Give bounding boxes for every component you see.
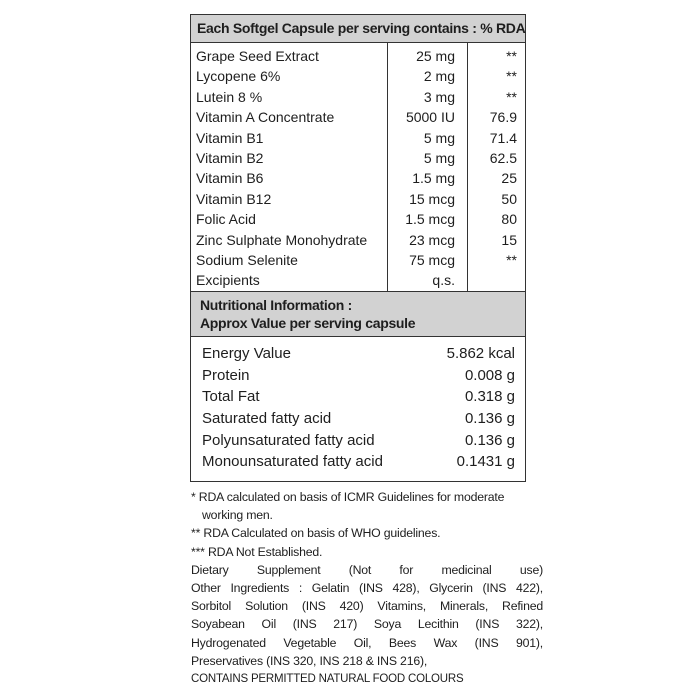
other-ingredients-line1: Other Ingredients : Gelatin (INS 428), Glycerin (INS 422),	[191, 581, 543, 596]
ingredient-rda: 15	[468, 230, 526, 250]
nutrient-name: Energy Value	[202, 344, 291, 362]
ingredient-rda: **	[468, 43, 526, 66]
footnotes	[191, 488, 543, 688]
nutrient-name: Saturated fatty acid	[202, 409, 332, 427]
ingredient-row	[191, 66, 525, 86]
other-ingredients-line3: Soyabean Oil (INS 217) Soya Lecithin (INS 322),	[191, 617, 543, 632]
ingredient-name: Vitamin B2	[196, 150, 264, 167]
food-colours-note: CONTAINS PERMITTED NATURAL FOOD COLOURS	[191, 673, 464, 686]
ingredient-row	[191, 209, 525, 229]
nutrient-value: 0.136 g	[464, 409, 515, 427]
nutrient-value: 0.136 g	[464, 431, 515, 449]
other-ingredients-line5: Preservatives (INS 320, INS 218 & INS 216),	[191, 653, 428, 668]
ingredient-amount: 23 mcg	[388, 230, 468, 250]
nutrient-name: Polyunsaturated fatty acid	[202, 431, 375, 449]
ingredient-amount: 5 mg	[388, 128, 468, 148]
nutrition-row	[191, 343, 525, 365]
ingredient-name: Lutein 8 %	[196, 88, 263, 105]
ingredient-row	[191, 168, 525, 188]
note-icmr: * RDA calculated on basis of ICMR Guidelines for moderate	[191, 490, 505, 504]
ingredient-amount: 25 mg	[388, 43, 468, 66]
ingredient-row	[191, 148, 525, 168]
nutrient-value: 0.008 g	[464, 366, 515, 384]
ingredient-name: Sodium Selenite	[196, 252, 298, 269]
ingredient-name: Grape Seed Extract	[196, 48, 319, 64]
ingredient-amount: 5000 IU	[388, 107, 468, 127]
nutrient-name: Protein	[202, 366, 250, 384]
ingredient-rda: 80	[468, 209, 526, 229]
ingredient-amount: 1.5 mcg	[388, 209, 468, 229]
nutrient-value: 5.862 kcal	[446, 344, 515, 362]
ingredient-row	[191, 189, 525, 209]
nutrition-header-line2: Approx Value per serving capsule	[200, 314, 416, 331]
ingredient-name: Vitamin B12	[196, 190, 272, 207]
ingredient-row	[191, 230, 525, 250]
ingredient-name: Vitamin B1	[196, 129, 264, 146]
ingredient-rda: 50	[468, 189, 526, 209]
ingredient-amount: 1.5 mg	[388, 168, 468, 188]
ingredient-amount: 3 mg	[388, 87, 468, 107]
nutrient-value: 0.1431 g	[456, 453, 515, 471]
note-icmr-cont: working men.	[202, 508, 273, 523]
ingredient-name: Excipients	[196, 272, 260, 289]
ingredient-name: Vitamin A Concentrate	[196, 109, 335, 126]
nutrition-table	[191, 343, 525, 473]
ingredient-rda: 76.9	[468, 107, 526, 127]
nutrition-row	[191, 451, 525, 473]
nutrition-row	[191, 365, 525, 387]
ingredient-rda: 25	[468, 168, 526, 188]
nutrition-header	[191, 291, 525, 337]
ingredients-header: Each Softgel Capsule per serving contains : % RDA	[191, 15, 525, 43]
other-ingredients-line2: Sorbitol Solution (INS 420) Vitamins, Minerals, Refined	[191, 599, 543, 614]
nutrient-value: 0.318 g	[464, 388, 515, 406]
ingredient-rda	[468, 270, 526, 290]
ingredients-table	[191, 43, 525, 291]
nutrition-row	[191, 386, 525, 408]
ingredient-name: Lycopene 6%	[196, 68, 281, 85]
nutrient-name: Total Fat	[202, 388, 260, 406]
other-ingredients-line4: Hydrogenated Vegetable Oil, Bees Wax (INS 901),	[191, 635, 543, 650]
note-who: ** RDA Calculated on basis of WHO guidelines.	[191, 526, 441, 541]
note-not-established: *** RDA Not Established.	[191, 544, 323, 559]
nutrition-row	[191, 408, 525, 430]
supplement-facts-panel	[190, 14, 526, 482]
ingredient-name: Folic Acid	[196, 211, 256, 228]
nutrient-name: Monounsaturated fatty acid	[202, 453, 383, 471]
ingredient-rda: **	[468, 87, 526, 107]
ingredient-row	[191, 128, 525, 148]
ingredient-rda: 62.5	[468, 148, 526, 168]
nutrition-row	[191, 430, 525, 452]
ingredient-rda: **	[468, 250, 526, 270]
ingredient-amount: 5 mg	[388, 148, 468, 168]
ingredient-name: Zinc Sulphate Monohydrate	[196, 231, 368, 248]
ingredient-amount: 15 mcg	[388, 189, 468, 209]
ingredient-amount: 2 mg	[388, 66, 468, 86]
ingredient-rda: 71.4	[468, 128, 526, 148]
ingredient-name: Vitamin B6	[196, 170, 264, 187]
ingredient-row	[191, 250, 525, 270]
nutrition-header-line1: Nutritional Information :	[200, 296, 352, 313]
ingredient-amount: q.s.	[388, 270, 468, 290]
ingredient-row	[191, 107, 525, 127]
ingredient-row	[191, 270, 525, 290]
ingredient-rda: **	[468, 66, 526, 86]
dietary-supplement-note: Dietary Supplement (Not for medicinal use)	[191, 562, 543, 577]
ingredient-amount: 75 mcg	[388, 250, 468, 270]
ingredient-row	[191, 43, 525, 66]
ingredient-row	[191, 87, 525, 107]
